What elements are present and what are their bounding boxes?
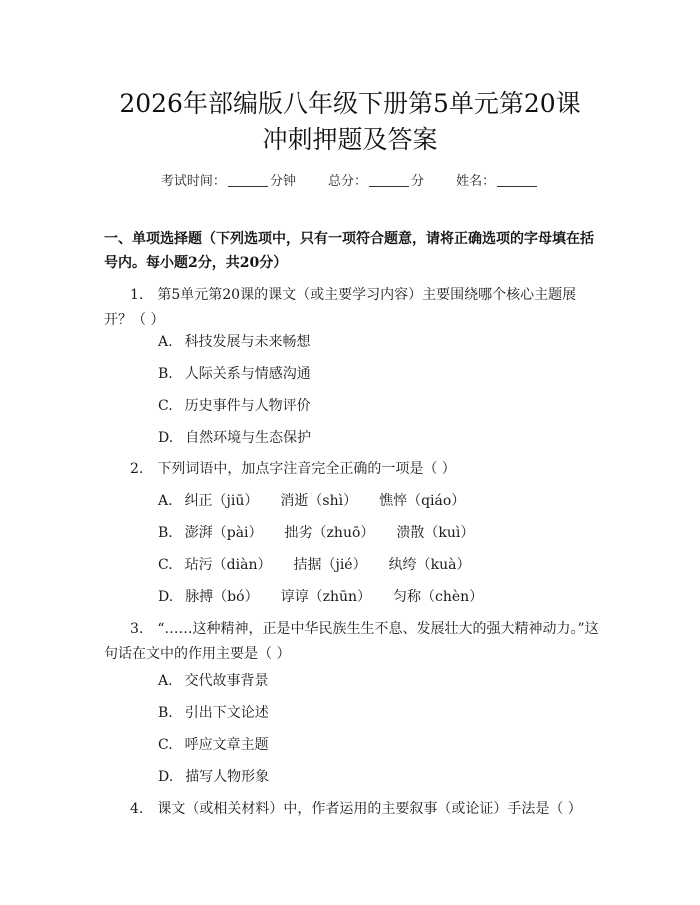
option-3a (158, 671, 269, 691)
option-text: 历史事件与人物评价 (184, 398, 311, 414)
option-text: 描写人物形象 (185, 769, 270, 785)
option-word-2: 消逝（shì） (280, 493, 358, 509)
option-text: 呼应文章主题 (184, 737, 269, 753)
option-text: 交代故事背景 (184, 673, 269, 689)
option-2a (158, 491, 465, 511)
option-3b (158, 703, 269, 723)
exam-time-label: 考试时间： (160, 174, 226, 189)
option-1b (158, 364, 311, 384)
option-letter: B. (158, 705, 173, 721)
option-text: 自然环境与生态保护 (185, 430, 312, 446)
question-2 (104, 457, 600, 482)
exam-meta-row (0, 170, 700, 189)
question-1 (104, 283, 600, 333)
option-word-2: 谆谆（zhūn） (280, 589, 372, 605)
option-letter: A. (158, 493, 173, 509)
option-word-3: 匀称（chèn） (393, 589, 484, 605)
total-score-field (328, 174, 428, 189)
option-letter: B. (158, 525, 173, 541)
exam-title-line-1: 2026年部编版八年级下册第5单元第20课 (119, 89, 581, 118)
option-3d (158, 767, 269, 787)
student-name-label: 姓名： (456, 174, 496, 189)
student-name-field (456, 174, 539, 189)
option-letter: D. (158, 589, 174, 605)
option-text: 人际关系与情感沟通 (184, 366, 311, 382)
option-letter: A. (158, 673, 173, 689)
exam-title-line-2: 冲刺押题及答案 (262, 125, 438, 154)
option-word-2: 拮据（jié） (293, 557, 367, 573)
option-letter: C. (158, 737, 173, 753)
option-word-3: 溃散（kuì） (396, 525, 475, 541)
student-name-blank (497, 186, 537, 187)
option-1a (158, 332, 311, 352)
exam-time-field (161, 174, 300, 189)
option-word-3: 纨绔（kuà） (388, 557, 471, 573)
question-text: 下列词语中，加点字注音完全正确的一项是（ ） (157, 461, 456, 477)
option-word-3: 憔悴（qiáo） (379, 493, 466, 509)
question-text: 课文（或相关材料）中，作者运用的主要叙事（或论证）手法是（ ） (157, 801, 582, 817)
option-text: 引出下文论述 (184, 705, 269, 721)
option-word-2: 拙劣（zhuō） (284, 525, 375, 541)
option-letter: B. (158, 366, 173, 382)
question-3 (104, 617, 600, 667)
option-3c (158, 735, 269, 755)
exam-time-blank (228, 186, 268, 187)
option-letter: D. (158, 430, 174, 446)
option-1d (158, 428, 311, 448)
question-text: “……这种精神，正是中华民族生生不息、发展壮大的强大精神动力。”这句话在文中的作用主要是（ ） (104, 621, 599, 662)
option-word-1: 纠正（jiū） (184, 493, 259, 509)
question-number: 2. (130, 461, 144, 477)
exam-time-unit: 分钟 (269, 174, 296, 189)
option-letter: C. (158, 398, 173, 414)
option-letter: C. (158, 557, 173, 573)
option-text: 科技发展与未来畅想 (184, 334, 311, 350)
question-number: 4. (130, 801, 144, 817)
option-2c (158, 555, 470, 575)
question-text: 第5单元第20课的课文（或主要学习内容）主要围绕哪个核心主题展开？（ ） (104, 287, 577, 328)
option-word-1: 脉搏（bó） (185, 589, 259, 605)
total-score-blank (369, 186, 409, 187)
question-number: 1. (130, 287, 144, 303)
total-score-label: 总分： (327, 174, 367, 189)
option-letter: A. (158, 334, 173, 350)
question-4 (104, 797, 600, 822)
option-2b (158, 523, 474, 543)
total-score-unit: 分 (411, 174, 425, 189)
option-letter: D. (158, 769, 174, 785)
option-2d (158, 587, 483, 607)
option-1c (158, 396, 311, 416)
section-heading: 一、单项选择题（下列选项中，只有一项符合题意，请将正确选项的字母填在括号内。每小题2分，共20分） (104, 231, 594, 271)
option-word-1: 玷污（diàn） (184, 557, 272, 573)
option-word-1: 澎湃（pài） (184, 525, 263, 541)
question-number: 3. (130, 621, 144, 637)
